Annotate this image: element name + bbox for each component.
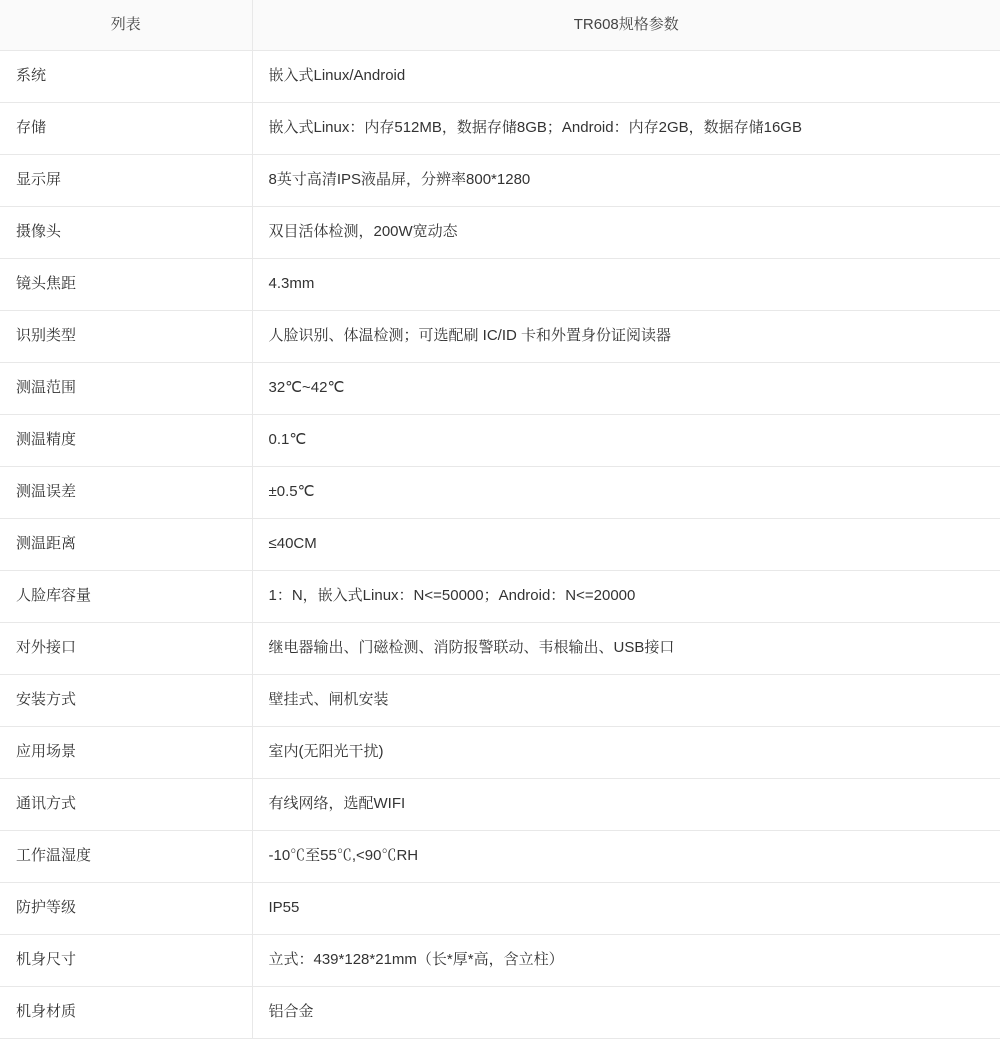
spec-value: 立式：439*128*21mm（长*厚*高，含立柱） [252, 935, 1000, 987]
spec-value: ±0.5℃ [252, 467, 1000, 519]
table-row [0, 623, 1000, 675]
table-row [0, 987, 1000, 1039]
spec-value: 双目活体检测，200W宽动态 [252, 207, 1000, 259]
spec-label: 机身尺寸 [0, 935, 252, 987]
table-row [0, 415, 1000, 467]
spec-value: 4.3mm [252, 259, 1000, 311]
table-row [0, 259, 1000, 311]
table-row [0, 727, 1000, 779]
table-body [0, 51, 1000, 1039]
spec-label: 测温误差 [0, 467, 252, 519]
spec-label: 机身材质 [0, 987, 252, 1039]
spec-label: 安装方式 [0, 675, 252, 727]
spec-label: 测温范围 [0, 363, 252, 415]
spec-label: 存储 [0, 103, 252, 155]
spec-label: 测温精度 [0, 415, 252, 467]
table-row [0, 779, 1000, 831]
spec-value: 人脸识别、体温检测；可选配刷 IC/ID 卡和外置身份证阅读器 [252, 311, 1000, 363]
table-row [0, 571, 1000, 623]
spec-label: 显示屏 [0, 155, 252, 207]
spec-value: 嵌入式Linux：内存512MB，数据存储8GB；Android：内存2GB，数据存储16GB [252, 103, 1000, 155]
table-row [0, 831, 1000, 883]
table-row [0, 519, 1000, 571]
spec-label: 人脸库容量 [0, 571, 252, 623]
spec-value: 嵌入式Linux/Android [252, 51, 1000, 103]
spec-label: 镜头焦距 [0, 259, 252, 311]
spec-value: 32℃~42℃ [252, 363, 1000, 415]
spec-value: 继电器输出、门磁检测、消防报警联动、韦根输出、USB接口 [252, 623, 1000, 675]
spec-label: 测温距离 [0, 519, 252, 571]
table-row [0, 675, 1000, 727]
table-row [0, 363, 1000, 415]
spec-value: IP55 [252, 883, 1000, 935]
column-header-value: TR608规格参数 [252, 0, 1000, 51]
spec-label: 通讯方式 [0, 779, 252, 831]
table-header [0, 0, 1000, 51]
table-row [0, 207, 1000, 259]
spec-label: 应用场景 [0, 727, 252, 779]
spec-value: -10℃至55℃,<90℃RH [252, 831, 1000, 883]
column-header-label: 列表 [0, 0, 252, 51]
spec-label: 工作温湿度 [0, 831, 252, 883]
table-row [0, 883, 1000, 935]
table-row [0, 51, 1000, 103]
table-row [0, 935, 1000, 987]
spec-label: 识别类型 [0, 311, 252, 363]
spec-label: 对外接口 [0, 623, 252, 675]
spec-value: 壁挂式、闸机安装 [252, 675, 1000, 727]
table-row [0, 155, 1000, 207]
spec-value: 铝合金 [252, 987, 1000, 1039]
spec-value: 室内(无阳光干扰) [252, 727, 1000, 779]
spec-value: 0.1℃ [252, 415, 1000, 467]
spec-label: 摄像头 [0, 207, 252, 259]
spec-value: 8英寸高清IPS液晶屏，分辨率800*1280 [252, 155, 1000, 207]
spec-value: 有线网络，选配WIFI [252, 779, 1000, 831]
spec-label: 系统 [0, 51, 252, 103]
spec-value: ≤40CM [252, 519, 1000, 571]
spec-label: 防护等级 [0, 883, 252, 935]
table-row [0, 103, 1000, 155]
table-row [0, 467, 1000, 519]
spec-value: 1：N，嵌入式Linux：N<=50000；Android：N<=20000 [252, 571, 1000, 623]
table-header-row [0, 0, 1000, 51]
table-row [0, 311, 1000, 363]
